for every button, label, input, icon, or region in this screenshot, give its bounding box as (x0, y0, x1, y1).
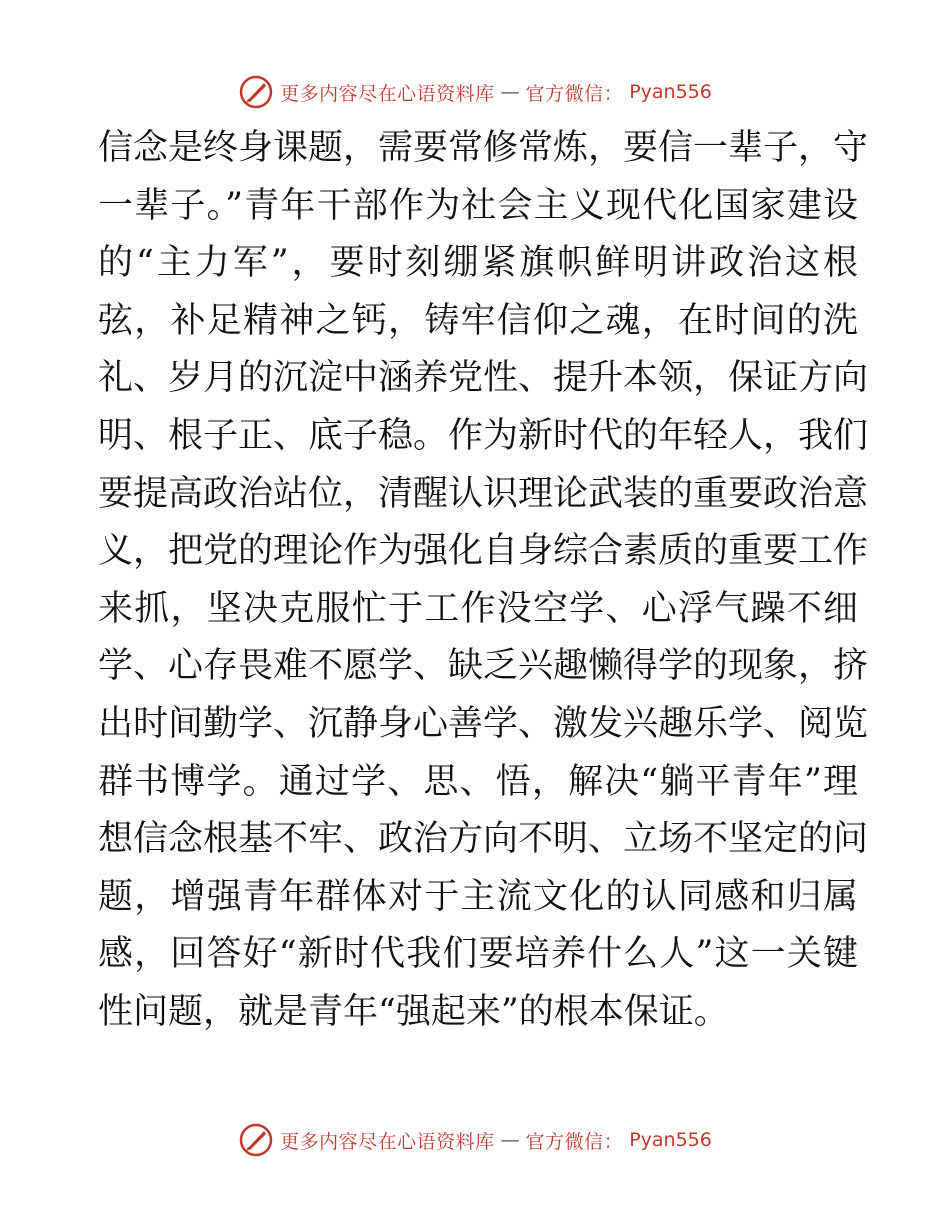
watermark-brand-text: 更多内容尽在心语资料库 (280, 82, 495, 105)
quill-circle-icon (238, 74, 274, 110)
watermark-separator: — (500, 81, 520, 103)
text-line: 性问题，就是青年“强起来”的根本保证。 (98, 991, 729, 1032)
text-line: 群书博学。通过学、思、悟，解决“躺平青年”理 (98, 761, 858, 802)
text-line: 的“主力军”，要时刻绷紧旗帜鲜明讲政治这根 (98, 243, 858, 284)
watermark-separator: — (500, 1129, 520, 1151)
text-line: 义，把党的理论作为强化自身综合素质的重要工作 (98, 531, 869, 572)
text-line: 学、心存畏难不愿学、缺乏兴趣懒得学的现象，挤 (98, 646, 869, 687)
text-line: 出时间勤学、沉静身心善学、激发兴趣乐学、阅览 (98, 703, 869, 744)
watermark-contact-id: Pyan556 (629, 81, 712, 103)
text-line: 一辈子。”青年干部作为社会主义现代化国家建设 (98, 185, 858, 226)
watermark-brand-text: 更多内容尽在心语资料库 (280, 1130, 495, 1153)
quill-circle-icon (238, 1122, 274, 1158)
text-line: 礼、岁月的沉淀中涵养党性、提升本领，保证方向 (98, 358, 869, 399)
text-line: 弦，补足精神之钙，铸牢信仰之魂，在时间的洗 (98, 300, 858, 341)
text-line: 想信念根基不牢、政治方向不明、立场不坚定的问 (98, 819, 869, 860)
text-line: 要提高政治站位，清醒认识理论武装的重要政治意 (98, 473, 869, 514)
watermark-contact-id: Pyan556 (629, 1129, 712, 1151)
text-line: 题，增强青年群体对于主流文化的认同感和归属 (98, 876, 858, 917)
text-line: 明、根子正、底子稳。作为新时代的年轻人，我们 (98, 415, 869, 456)
text-line: 信念是终身课题，需要常修常炼，要信一辈子，守 (98, 128, 869, 168)
footer-watermark (0, 1118, 950, 1162)
header-watermark (0, 70, 950, 114)
watermark-contact-label: 官方微信： (525, 82, 624, 105)
watermark-contact-label: 官方微信： (525, 1130, 624, 1153)
text-line: 来抓，坚决克服忙于工作没空学、心浮气躁不细 (98, 588, 858, 629)
document-body (98, 120, 869, 1042)
text-line: 感，回答好“新时代我们要培养什么人”这一关键 (98, 934, 858, 975)
